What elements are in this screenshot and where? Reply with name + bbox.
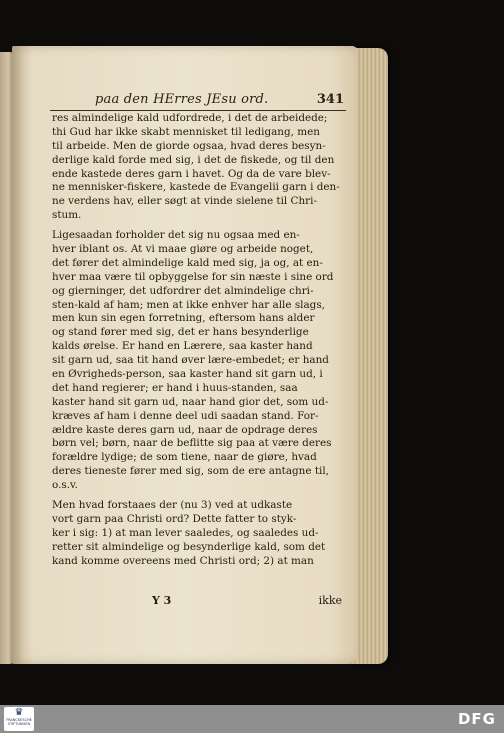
text-line: og gierninger, det udfordrer det almindelige chri- (52, 284, 314, 297)
logo-text: FRANCKESCHE STIFTUNGEN (6, 718, 32, 726)
text-line: derlige kald forde med sig, i det de fiskede, og til den (52, 153, 335, 166)
signature-mark: Y 3 (152, 594, 172, 607)
text-line: kand komme overeens med Christi ord; 2) at man (52, 554, 314, 567)
text-line: o.s.v. (52, 479, 78, 492)
text-line: vort garn paa Christi ord? Dette fatter to styk- (52, 512, 297, 525)
running-head: paa den HErres JEsu ord. (95, 92, 269, 107)
text-line: kaster hand sit garn ud, naar hand gior det, som ud- (52, 395, 329, 408)
text-line: til arbeide. Men de giorde ogsaa, hvad deres besyn- (52, 139, 326, 152)
text-line: kræves af ham i denne deel udi saadan stand. For- (52, 409, 319, 422)
text-line: thi Gud har ikke skabt mennisket til ledigang, men (52, 125, 320, 138)
text-line: ne mennisker-fiskere, kastede de Evangelii garn i den- (52, 181, 340, 194)
page-footer (52, 594, 346, 610)
text-line: Men hvad forstaaes der (nu 3) ved at udkaste (52, 499, 293, 512)
text-line: stum. (52, 209, 82, 222)
text-line: ker i sig: 1) at man lever saaledes, og saaledes ud- (52, 526, 319, 539)
text-line: og stand fører med sig, det er hans besynderlige (52, 326, 309, 339)
text-line: Ligesaadan forholder det sig nu ogsaa med en- (52, 229, 300, 242)
body-text (52, 112, 346, 569)
text-line: res almindelige kald udfordrede, i det de arbeidede; (52, 112, 328, 124)
dfg-logo: DFG (457, 710, 496, 728)
page-header (50, 92, 346, 110)
page-number: 341 (316, 92, 344, 107)
text-line: kalds ørelse. Er hand en Lærere, saa kaster hand (52, 340, 313, 353)
text-line: retter sit almindelige og besynderlige kald, som det (52, 540, 326, 553)
text-line: det fører det almindelige kald med sig, ja og, at en- (52, 256, 323, 269)
crown-icon: ♛ (14, 707, 24, 718)
text-line: ældre kaste deres garn ud, naar de opdrage deres (52, 423, 318, 436)
text-line: sten-kald af ham; men at ikke enhver har alle slags, (52, 298, 325, 311)
text-line: forældre lydige; de som tiene, naar de giøre, hvad (52, 451, 317, 464)
text-line: det hand regierer; er hand i huus-standen, saa (52, 381, 298, 394)
text-line: deres tieneste fører med sig, som de ere antagne til, (52, 465, 329, 478)
text-line: hver maa være til opbyggelse for sin næste i sine ord (52, 270, 334, 283)
text-line: men kun sin egen forretning, eftersom hans alder (52, 312, 315, 325)
header-rule (50, 110, 346, 111)
text-line: ende kastede deres garn i havet. Og da de vare blev- (52, 167, 331, 180)
text-line: en Øvrigheds-person, saa kaster hand sit garn ud, i (52, 368, 323, 381)
text-line: hver iblant os. At vi maae giøre og arbeide noget, (52, 243, 314, 256)
text-line: børn vel; børn, naar de beflitte sig paa at være deres (52, 437, 332, 450)
text-line: sit garn ud, saa tit hand øver lære-embedet; er hand (52, 354, 329, 367)
franckesche-stiftungen-logo (4, 707, 34, 731)
viewer-footer-band (0, 705, 504, 733)
text-line: ne verdens hav, eller søgt at vinde sielene til Chri- (52, 195, 317, 208)
catchword: ikke (318, 594, 342, 607)
